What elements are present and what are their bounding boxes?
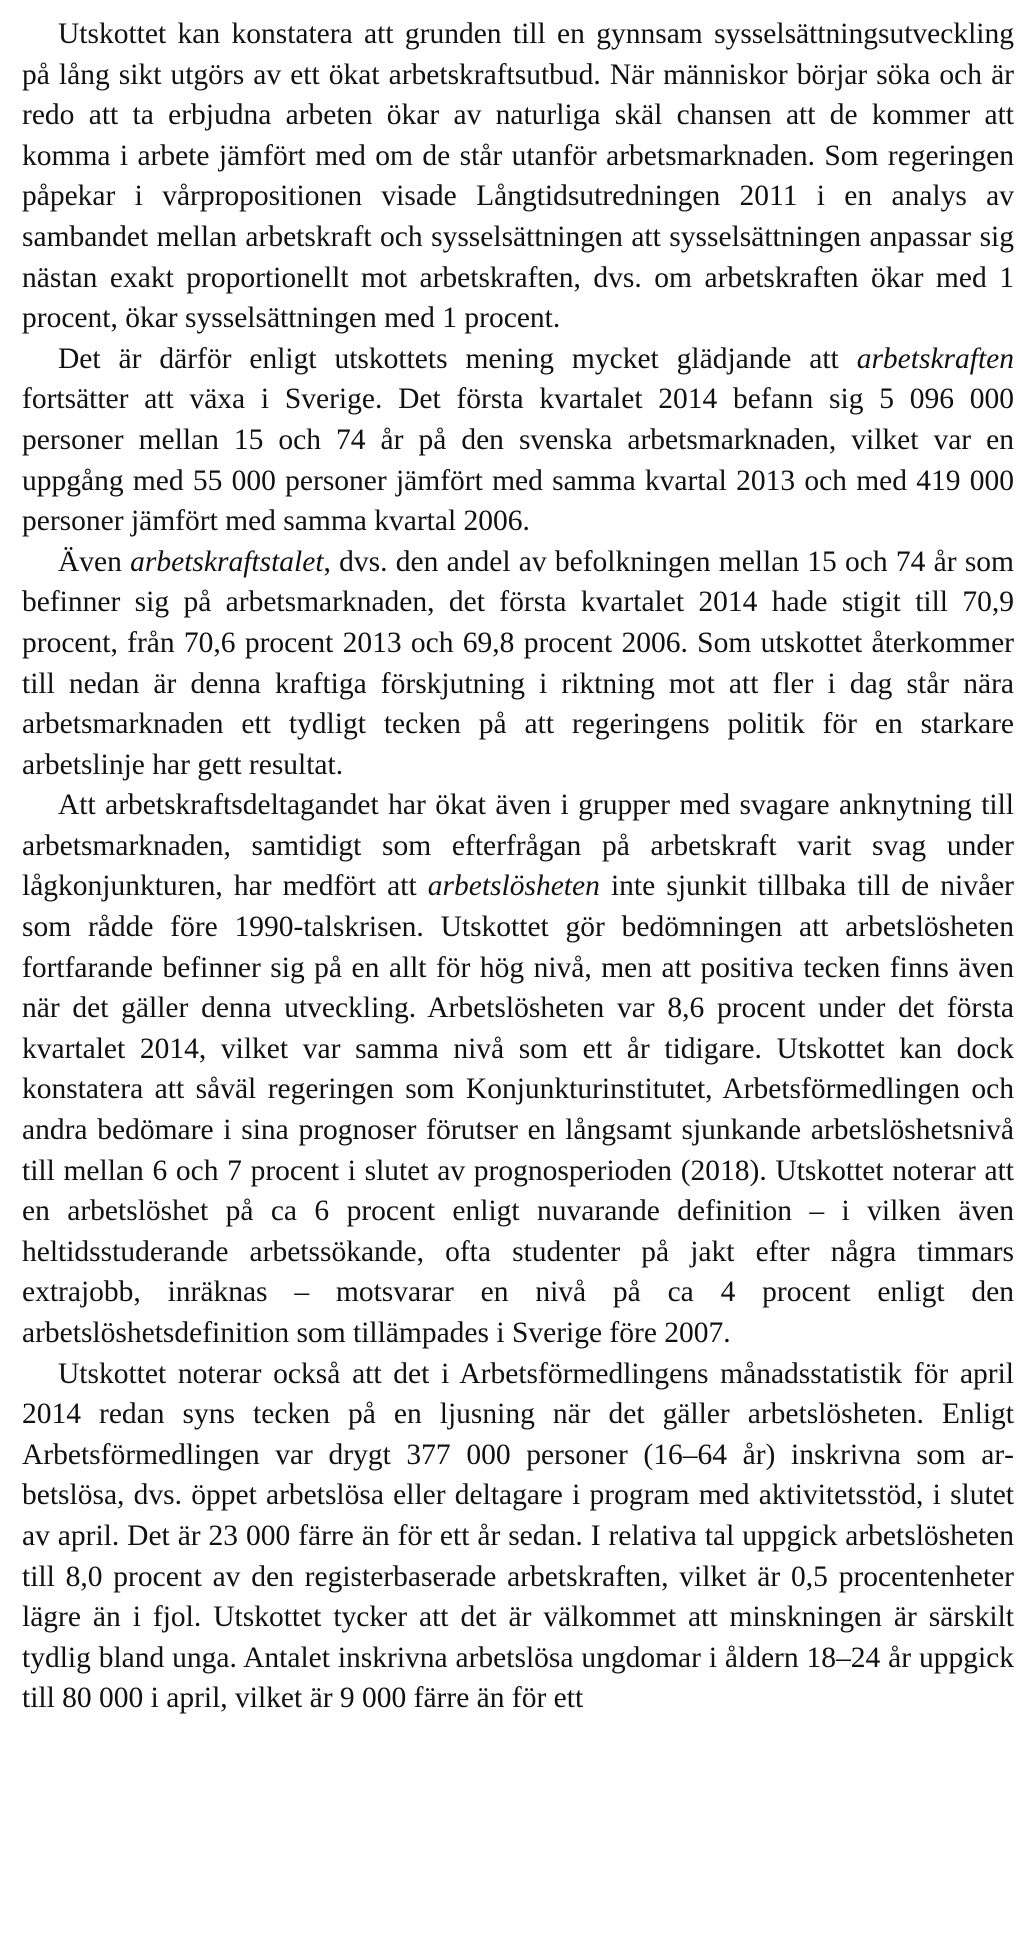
paragraph-text: Även — [58, 545, 131, 578]
paragraph-arbetslosheten — [22, 785, 1014, 1353]
paragraph-arbetskraftstalet — [22, 542, 1014, 786]
emphasis-term: arbetslösheten — [427, 870, 600, 903]
paragraph-text: Utskottet kan konstatera att grunden till en gynnsam sysselsättningsutveckling på lång sikt utgörs av ett ökat arbetskraftsutbud. När människor börjar söka och är redo att ta erbjudna arbeten ökar av naturliga skäl chansen att de kommer att komma i arbete jämfört med om de står utanför arbetsmarknaden. Som regeringen påpekar i vårpropositionen visade Långtidsutredningen 2011 i en analys av sambandet mellan arbetskraft och sysselsättningen att sysselsättningen anpassar sig nästan exakt proportionellt mot arbetskraften, dvs. om arbetskraften ökar med 1 procent, ökar sysselsättningen med 1 procent. — [22, 18, 1014, 335]
emphasis-term: arbetskraftstalet — [130, 545, 324, 578]
document-page — [22, 14, 1014, 1719]
paragraph-text: Att arbetskraftsdeltagandet har ökat även i grupper med svagare anknytning till arbetsmarknaden, samtidigt som efterfrågan på arbetskraft varit svag under lågkonjunkturen, har medfört att — [22, 789, 1014, 903]
paragraph-text: inte sjunkit tillbaka till de nivåer som rådde före 1990-talskrisen. Utskottet gör bedömningen att arbetslösheten fortfarande befinner sig på en allt för hög nivå, men att positiva tecken finns även när det gäller denna utveckling. Arbetslösheten var 8,6 procent under det första kvartalet 2014, vilket var samma nivå som ett år tidigare. Utskottet kan dock konstatera att såväl regeringen som Konjunkturinstitutet, Arbetsförmedlingen och andra bedömare i sina prognoser förutser en långsamt sjunkande arbetslöshetsnivå till mellan 6 och 7 procent i slutet av prognosperioden (2018). Utskottet noterar att en arbetslöshet på ca 6 procent enligt nuvarande definition – i vilken även heltidsstuderande arbetssökande, ofta studenter på jakt efter några timmars extrajobb, inräknas – motsvarar en nivå på ca 4 procent enligt den arbetslöshetsdefinition som tillämpades i Sverige före 2007. — [22, 870, 1014, 1349]
paragraph-text: Det är därför enligt utskottets mening mycket glädjande att — [58, 342, 857, 375]
emphasis-term: arbetskraften — [856, 342, 1014, 375]
paragraph-manadsstatistik — [22, 1354, 1014, 1719]
paragraph-text: fortsätter att växa i Sverige. Det första kvartalet 2014 befann sig 5 096 000 personer mellan 15 och 74 år på den svenska arbetsmarknaden, vilket var en uppgång med 55 000 personer jämfört med samma kvartal 2013 och med 419 000 personer jämfört med samma kvartal 2006. — [22, 383, 1014, 538]
paragraph-arbetskraften — [22, 339, 1014, 542]
paragraph-text: , dvs. den andel av befolkningen mellan 15 och 74 år som befinner sig på arbetsmarknaden, det första kvartalet 2014 hade stigit till 70,9 procent, från 70,6 procent 2013 och 69,8 procent 2006. Som utskottet återkommer till nedan är denna kraftiga förskjutning i riktning mot att fler i dag står nära arbetsmarknaden ett tydligt tecken på att regeringens politik för en starkare arbetslinje har gett resultat. — [22, 545, 1014, 781]
paragraph-text: Utskottet noterar också att det i Arbetsförmedlingens månadsstatistik för april 2014 redan syns tecken på en ljusning när det gäller arbetslösheten. Enligt Arbetsförmedlingen var drygt 377 000 personer (16–64 år) inskrivna som arbetslösa, dvs. öppet arbetslösa eller deltagare i program med aktivitetsstöd, i slutet av april. Det är 23 000 färre än för ett år sedan. I relativa tal uppgick arbetslösheten till 8,0 procent av den registerbaserade arbetskraften, vilket är 0,5 procentenheter lägre än i fjol. Utskottet tycker att det är välkommet att minskningen är särskilt tydlig bland unga. Antalet inskrivna arbetslösa ungdomar i åldern 18–24 år uppgick till 80 000 i april, vilket är 9 000 färre än för ett — [22, 1357, 1014, 1715]
paragraph-arbetskraftsutbud — [22, 14, 1014, 339]
